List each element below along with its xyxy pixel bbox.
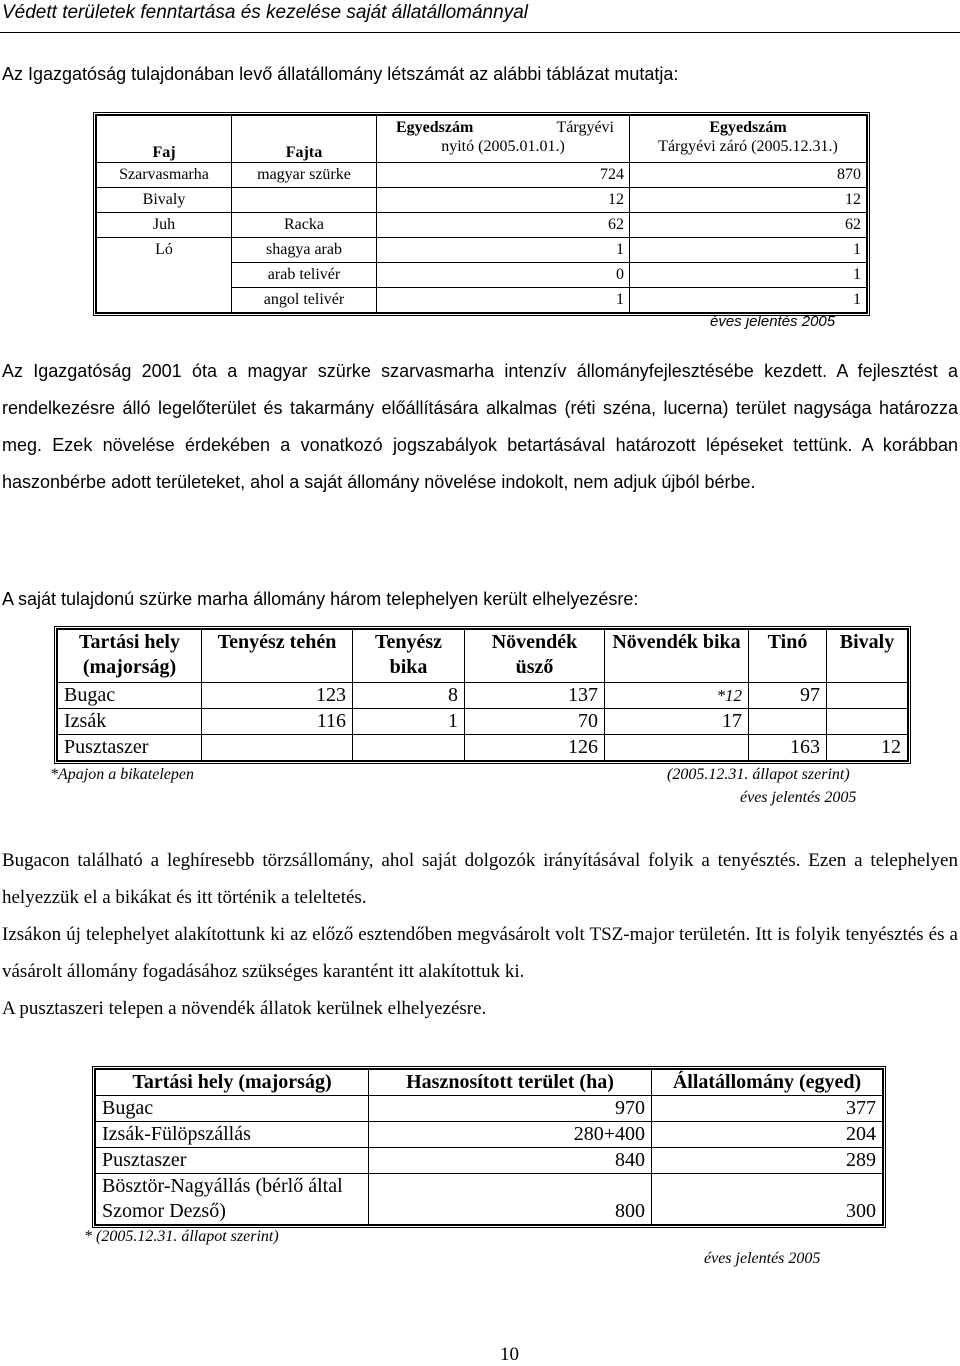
cell-zaro: 1	[630, 238, 867, 263]
land-use-table	[92, 1066, 886, 1228]
table-cell: 163	[749, 735, 827, 761]
cell-zaro: 1	[630, 288, 867, 313]
table-cell	[827, 683, 908, 709]
table-cell: Pusztaszer	[58, 735, 202, 761]
cell-nyito: 724	[377, 163, 630, 188]
table-cell: 126	[465, 735, 605, 761]
table-row	[58, 683, 908, 709]
cell-nyito: 1	[377, 288, 630, 313]
table-cell: 377	[652, 1096, 883, 1122]
table-cell	[605, 735, 749, 761]
cell-fajta	[232, 188, 377, 213]
header-cell: Bivaly	[827, 630, 908, 683]
header-fajta: Fajta	[232, 116, 377, 163]
table-cell: 8	[353, 683, 465, 709]
cell-fajta: angol telivér	[232, 288, 377, 313]
cell-faj: Ló	[97, 238, 232, 263]
cell-fajta: shagya arab	[232, 238, 377, 263]
table-row	[97, 288, 867, 313]
table1-source: éves jelentés 2005	[710, 313, 836, 330]
table-cell: 280+400	[369, 1122, 652, 1148]
table-cell	[353, 735, 465, 761]
header-cell: Tartási hely (majorság)	[96, 1070, 369, 1096]
livestock-table	[93, 112, 870, 316]
table-cell: Izsák	[58, 709, 202, 735]
cell-faj	[97, 263, 232, 288]
header-nyito-rest1: Tárgyévi	[556, 119, 614, 136]
table-cell: Bugac	[96, 1096, 369, 1122]
sites-herd-table	[54, 626, 911, 764]
table-cell: Bugac	[58, 683, 202, 709]
cell-zaro: 62	[630, 213, 867, 238]
header-nyito-bold: Egyedszám	[396, 119, 474, 136]
header-nyito	[377, 116, 630, 163]
paragraph-izsak: Izsákon új telephelyet alakítottunk ki az előző esztendőben megvásárolt volt TSZ-major területén. Itt is folyik tenyésztés és a vásárolt állomány fogadásához szükséges karantént itt alakítottuk ki.	[2, 924, 958, 982]
paragraph-sites: A saját tulajdonú szürke marha állomány három telephelyen került elhelyezésre:	[2, 589, 639, 609]
header-zaro	[630, 116, 867, 163]
table-cell: *12	[605, 683, 749, 709]
table-cell: 17	[605, 709, 749, 735]
table-cell: Pusztaszer	[96, 1148, 369, 1174]
cell-faj: Bivaly	[97, 188, 232, 213]
table-cell: 800	[369, 1174, 652, 1225]
paragraph-development: Az Igazgatóság 2001 óta a magyar szürke szarvasmarha intenzív állományfejlesztésébe kezdett. A fejlesztést a rendelkezésre álló legelőterület és takarmány előállítására alkalmas (réti széna, lucerna) terület nagysága határozza meg. Ezek növelése érdekében a vonatkozó jogszabályok betartásával határozott lépéseket tettünk. A korábban haszonbérbe adott területeket, ahol a saját állomány növelése indokolt, nem adjuk újból bérbe.	[2, 361, 958, 492]
cell-zaro: 12	[630, 188, 867, 213]
table-cell: 123	[202, 683, 353, 709]
table-row	[97, 163, 867, 188]
cell-fajta: arab telivér	[232, 263, 377, 288]
header-cell: Állatállomány (egyed)	[652, 1070, 883, 1096]
cell-fajta: Racka	[232, 213, 377, 238]
header-zaro-rest: Tárgyévi záró (2005.12.31.)	[658, 138, 838, 155]
table-row	[97, 238, 867, 263]
table-cell	[827, 709, 908, 735]
paragraph-bugac: Bugacon található a leghíresebb törzsállomány, ahol saját dolgozók irányításával folyik a tenyésztés. Ezen a telephelyen helyezzük el a bikákat és itt történik a teleltetés.	[2, 850, 958, 908]
running-header: Védett területek fenntartása és kezelése saját állatállománnyal	[2, 2, 528, 23]
cell-nyito: 0	[377, 263, 630, 288]
header-zaro-bold: Egyedszám	[709, 119, 787, 136]
table-cell: 97	[749, 683, 827, 709]
table-header-row	[58, 630, 908, 683]
table-row	[58, 709, 908, 735]
table2-source: éves jelentés 2005	[740, 789, 857, 806]
table-header-row	[96, 1070, 883, 1096]
table-cell: 300	[652, 1174, 883, 1225]
header-faj: Faj	[97, 116, 232, 163]
table3-source: éves jelentés 2005	[704, 1250, 821, 1267]
cell-nyito: 12	[377, 188, 630, 213]
table-row	[96, 1148, 883, 1174]
header-rule	[0, 32, 960, 33]
table-cell: 70	[465, 709, 605, 735]
table-cell: 12	[827, 735, 908, 761]
table-cell	[749, 709, 827, 735]
header-cell: Növendék üsző	[465, 630, 605, 683]
header-nyito-rest2: nyitó (2005.01.01.)	[441, 138, 565, 155]
table-cell: 204	[652, 1122, 883, 1148]
cell-faj	[97, 288, 232, 313]
table-row	[96, 1096, 883, 1122]
cell-nyito: 62	[377, 213, 630, 238]
header-cell: Tinó	[749, 630, 827, 683]
table-row	[97, 263, 867, 288]
page-number: 10	[500, 1344, 519, 1365]
paragraph-pusztaszer: A pusztaszeri telepen a növendék állatok kerülnek elhelyezésre.	[2, 998, 487, 1019]
table-cell: 137	[465, 683, 605, 709]
table-cell: Bösztör-Nagyállás (bérlő által Szomor Dezső)	[96, 1174, 369, 1225]
table-cell: Izsák-Fülöpszállás	[96, 1122, 369, 1148]
table-cell: 289	[652, 1148, 883, 1174]
cell-zaro: 1	[630, 263, 867, 288]
cell-faj: Szarvasmarha	[97, 163, 232, 188]
cell-zaro: 870	[630, 163, 867, 188]
table-row	[97, 213, 867, 238]
table2-footnote: *Apajon a bikatelepen	[50, 766, 194, 783]
header-cell: Növendék bika	[605, 630, 749, 683]
table-cell: 840	[369, 1148, 652, 1174]
header-cell: Tartási hely (majorság)	[58, 630, 202, 683]
table3-footnote: * (2005.12.31. állapot szerint)	[84, 1228, 279, 1245]
table-header-row	[97, 116, 867, 163]
header-cell: Tenyész bika	[353, 630, 465, 683]
header-cell: Hasznosított terület (ha)	[369, 1070, 652, 1096]
table-row	[58, 735, 908, 761]
table2-date-note: (2005.12.31. állapot szerint)	[667, 766, 850, 783]
table-row	[97, 188, 867, 213]
table-row	[96, 1174, 883, 1225]
table-cell	[202, 735, 353, 761]
paragraph-site-details	[2, 842, 958, 1027]
table-cell: 970	[369, 1096, 652, 1122]
table-cell: 1	[353, 709, 465, 735]
header-cell: Tenyész tehén	[202, 630, 353, 683]
cell-fajta: magyar szürke	[232, 163, 377, 188]
table-row	[96, 1122, 883, 1148]
table-cell: 116	[202, 709, 353, 735]
cell-nyito: 1	[377, 238, 630, 263]
intro-text: Az Igazgatóság tulajdonában levő állatállomány létszámát az alábbi táblázat mutatja:	[2, 64, 679, 84]
cell-faj: Juh	[97, 213, 232, 238]
